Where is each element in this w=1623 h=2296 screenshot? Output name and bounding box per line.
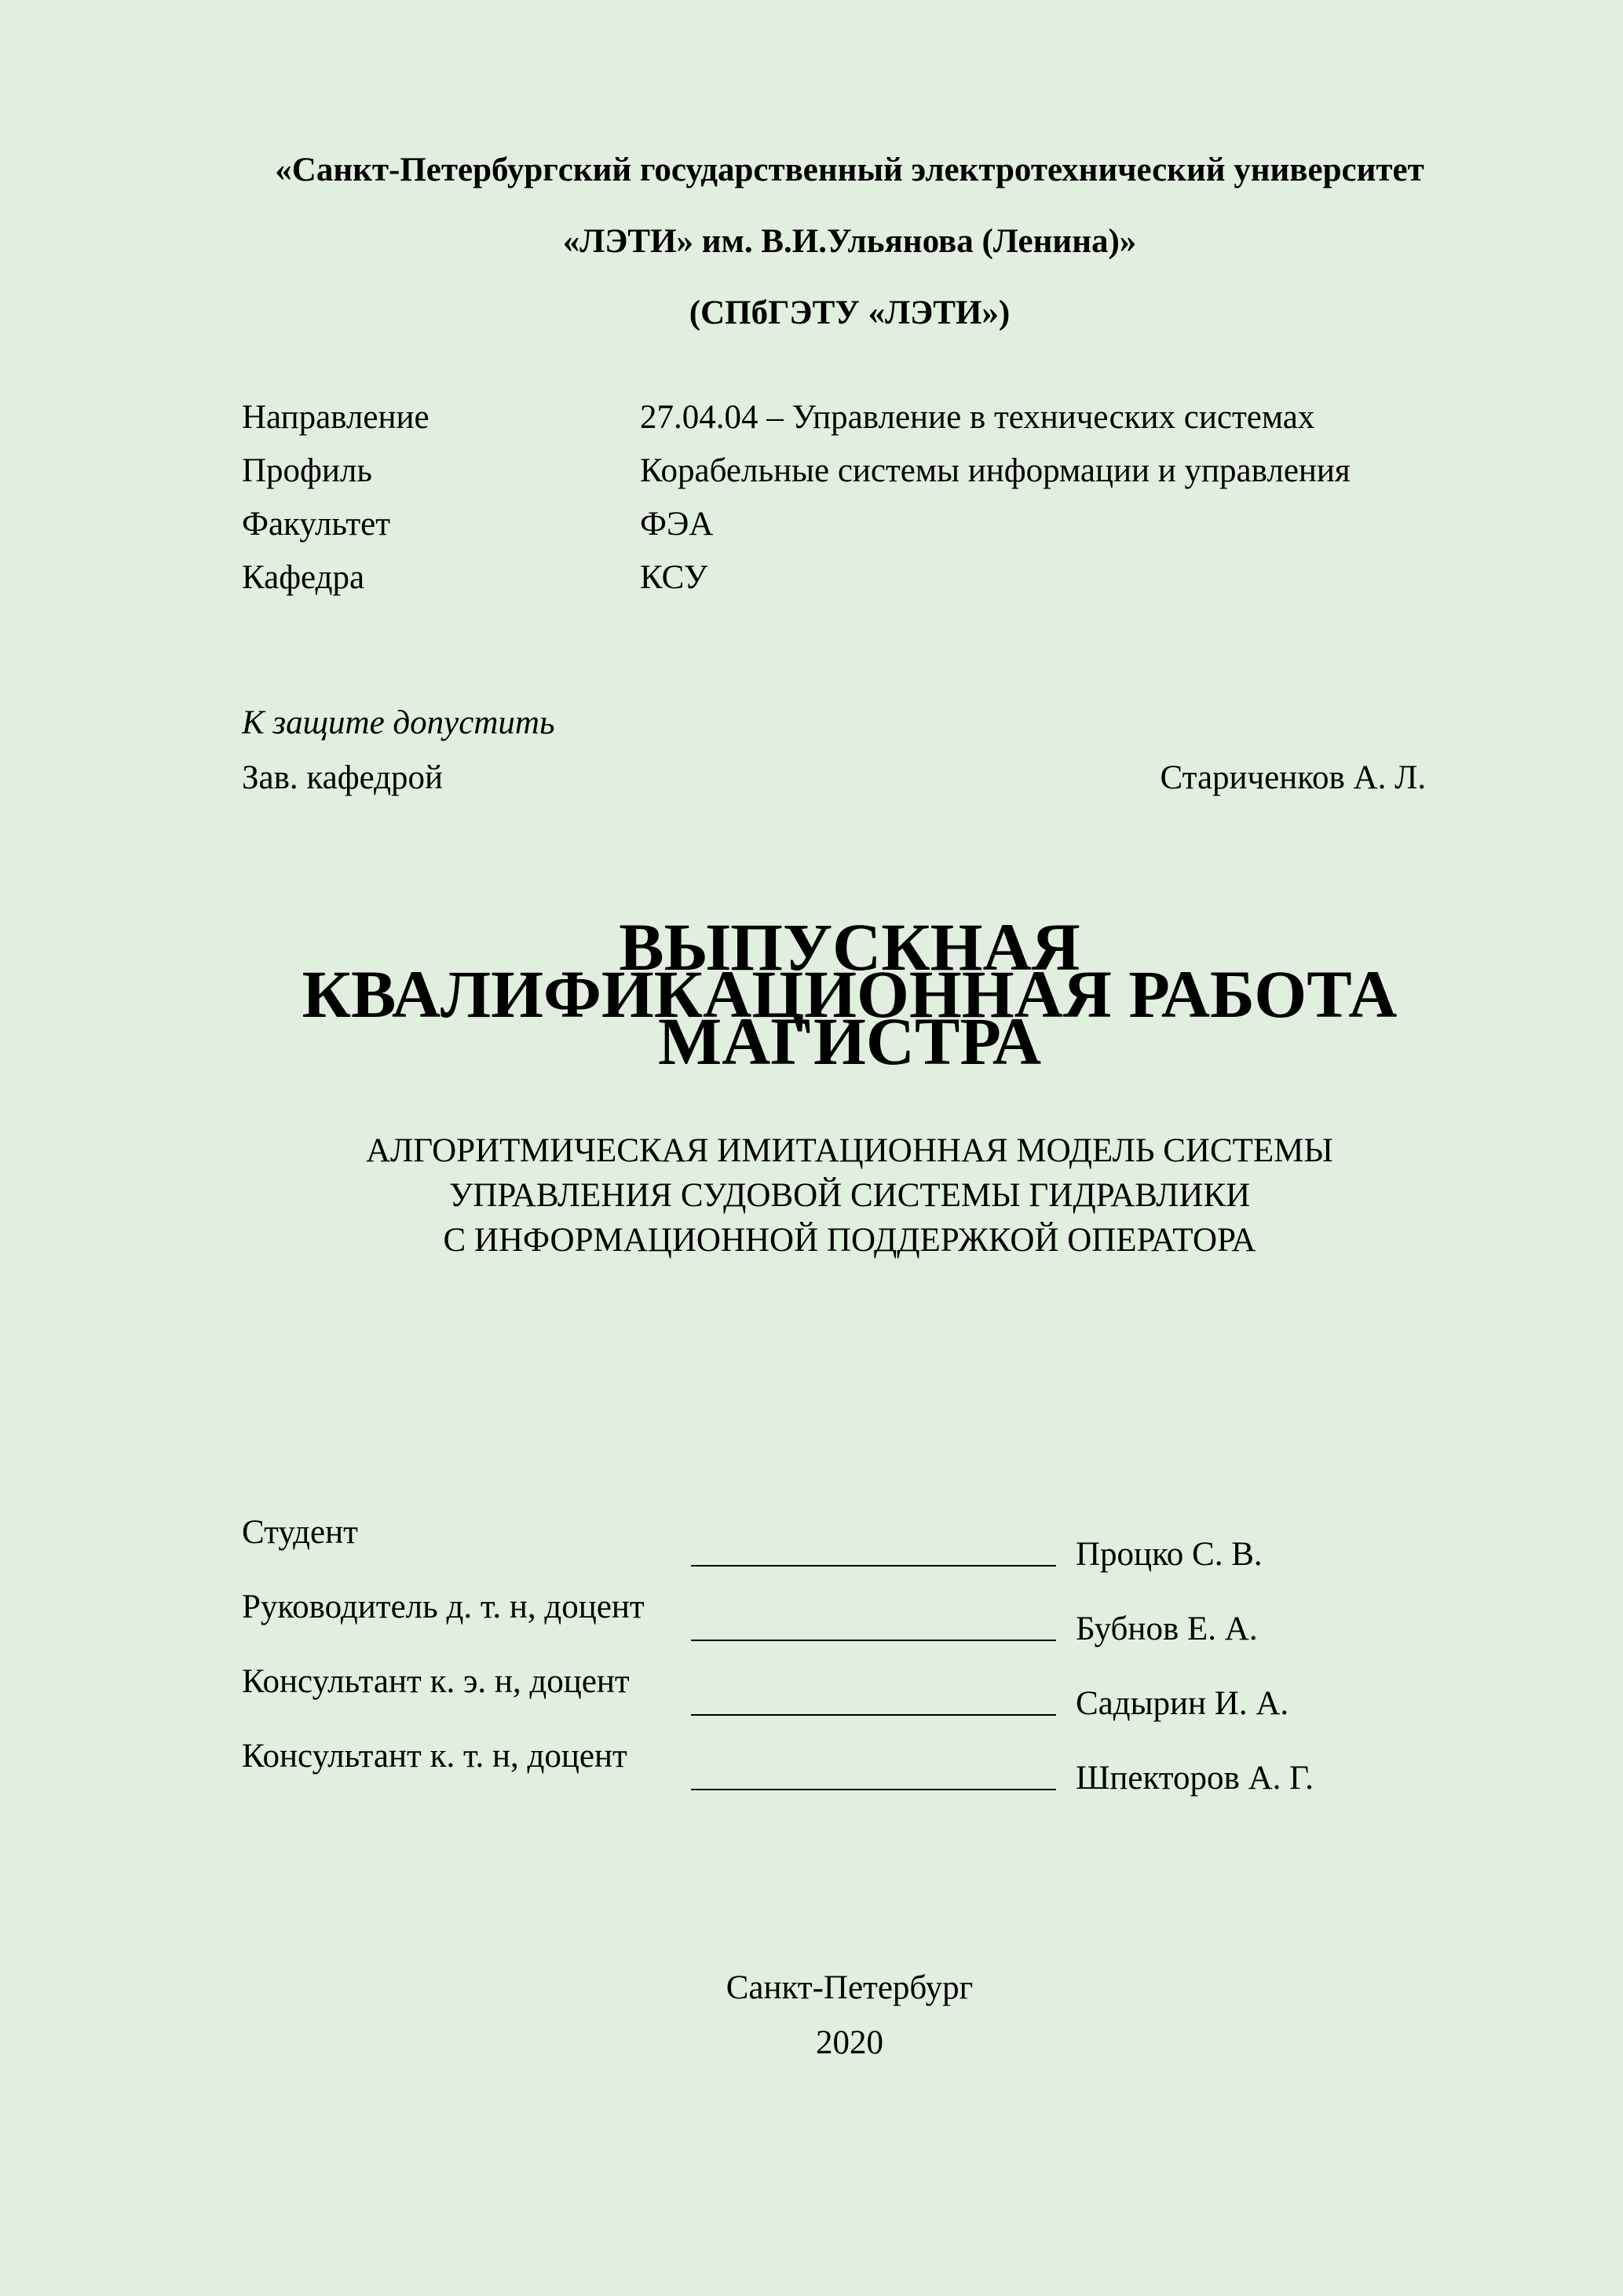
footer-year: 2020 <box>816 2024 883 2061</box>
signature-row-consultant-1 <box>242 1662 1457 1737</box>
work-type-title: ВЫПУСКНАЯ КВАЛИФИКАЦИОННАЯ РАБОТА МАГИСТРА <box>302 909 1398 1079</box>
work-title-line1: АЛГОРИТМИЧЕСКАЯ ИМИТАЦИОННАЯ МОДЕЛЬ СИСТЕМЫ <box>366 1132 1333 1169</box>
university-header <box>242 134 1457 349</box>
footer-block <box>242 1961 1457 2071</box>
consultant-2-name: Шпекторов А. Г. <box>1076 1760 1314 1797</box>
work-title-line2: УПРАВЛЕНИЯ СУДОВОЙ СИСТЕМЫ ГИДРАВЛИКИ <box>448 1177 1251 1214</box>
student-role-label: Студент <box>242 1514 358 1551</box>
signature-row-supervisor <box>242 1588 1457 1662</box>
signatures-block <box>242 1513 1457 1812</box>
faculty-label: Факультет <box>242 506 391 543</box>
faculty-value: ФЭА <box>640 506 714 543</box>
department-head-name: Стариченков А. Л. <box>1160 759 1426 796</box>
work-title-line3: С ИНФОРМАЦИОННОЙ ПОДДЕРЖКОЙ ОПЕРАТОРА <box>443 1222 1256 1259</box>
work-title-block <box>242 1128 1457 1263</box>
signature-line <box>691 1737 1056 1790</box>
signature-line <box>691 1588 1056 1641</box>
consultant-1-role-label: Консультант к. э. н, доцент <box>242 1663 630 1700</box>
profile-value: Корабельные системы информации и управления <box>640 452 1351 489</box>
permit-line: К защите допустить <box>242 704 555 741</box>
approval-block <box>242 696 1457 806</box>
consultant-1-name: Садырин И. А. <box>1076 1685 1289 1722</box>
signature-row-consultant-2 <box>242 1737 1457 1812</box>
info-row-department <box>242 551 1457 605</box>
university-abbreviation: (СПбГЭТУ «ЛЭТИ») <box>689 294 1011 331</box>
info-row-faculty <box>242 498 1457 551</box>
supervisor-role-label: Руководитель д. т. н, доцент <box>242 1589 645 1625</box>
student-name: Процко С. В. <box>1076 1536 1263 1573</box>
department-head-label: Зав. кафедрой <box>242 759 444 796</box>
direction-label: Направление <box>242 399 430 436</box>
supervisor-name: Бубнов Е. А. <box>1076 1610 1258 1647</box>
program-info-block <box>242 391 1457 605</box>
university-name-line2: «ЛЭТИ» им. В.И.Ульянова (Ленина)» <box>562 223 1137 260</box>
university-name-line1: «Санкт-Петербургский государственный электротехнический университет <box>275 152 1424 188</box>
department-value: КСУ <box>640 559 708 596</box>
footer-city: Санкт-Петербург <box>726 1969 974 2006</box>
department-label: Кафедра <box>242 559 365 596</box>
page-content <box>242 0 1457 2071</box>
info-row-profile <box>242 444 1457 498</box>
consultant-2-role-label: Консультант к. т. н, доцент <box>242 1738 627 1775</box>
info-row-direction <box>242 391 1457 444</box>
direction-value: 27.04.04 – Управление в технических системах <box>640 399 1315 436</box>
department-head-row <box>242 751 1457 806</box>
signature-row-student <box>242 1513 1457 1588</box>
signature-line <box>691 1513 1056 1567</box>
signature-line <box>691 1662 1056 1716</box>
profile-label: Профиль <box>242 452 372 489</box>
